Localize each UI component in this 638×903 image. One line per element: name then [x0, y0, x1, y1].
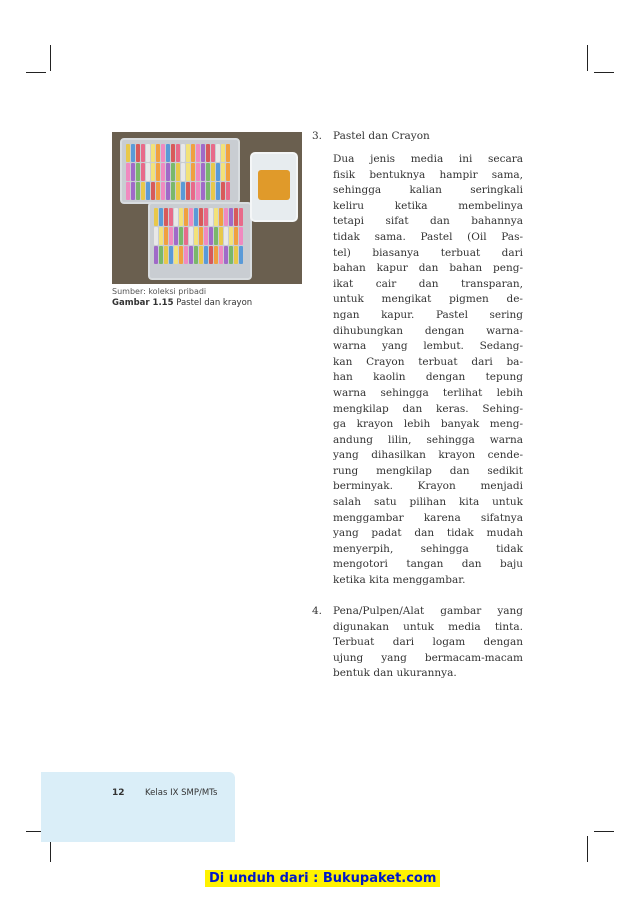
- crayon-stick: [211, 182, 215, 200]
- crayon-stick: [159, 208, 163, 226]
- crayon-stick: [226, 182, 230, 200]
- crayon-stick: [131, 144, 135, 162]
- crayon-stick: [196, 144, 200, 162]
- page-number: 12: [112, 788, 125, 798]
- crayon-stick: [189, 208, 193, 226]
- crayon-tray-top: [120, 138, 240, 204]
- crayon-box: [250, 152, 298, 222]
- text-line: andung lilin, sehingga warna: [333, 433, 523, 446]
- crop-mark: [587, 836, 588, 862]
- crayon-stick: [171, 163, 175, 181]
- text-line: berminyak. Krayon menjadi: [333, 480, 523, 493]
- crayon-stick: [184, 246, 188, 264]
- crayon-stick: [229, 246, 233, 264]
- crayon-stick: [164, 227, 168, 245]
- text-line: menyerpih, sehingga tidak: [333, 542, 523, 555]
- crayon-stick: [176, 182, 180, 200]
- crayon-stick: [229, 208, 233, 226]
- text-line: tidak sama. Pastel (Oil Pas-: [333, 230, 523, 243]
- crayon-stick: [156, 144, 160, 162]
- text-line: tel) biasanya terbuat dari: [333, 246, 523, 259]
- crayon-stick: [206, 163, 210, 181]
- text-line: mengotori tangan dan baju: [333, 558, 523, 571]
- crayon-stick: [199, 227, 203, 245]
- text-line: bahan kapur dan bahan peng-: [333, 262, 523, 275]
- crayon-stick: [211, 163, 215, 181]
- crayon-stick: [234, 227, 238, 245]
- crayon-stick: [146, 144, 150, 162]
- crayon-stick: [181, 163, 185, 181]
- text-line: Terbuat dari logam dengan: [333, 636, 523, 649]
- footer-band: [41, 772, 235, 842]
- crayon-stick: [174, 246, 178, 264]
- crop-mark: [50, 45, 51, 71]
- crayon-stick: [221, 182, 225, 200]
- crayon-stick: [199, 246, 203, 264]
- text-line: ketika kita menggambar.: [333, 574, 466, 587]
- crop-mark: [594, 72, 614, 73]
- crayon-stick: [131, 182, 135, 200]
- item-body: [333, 152, 523, 589]
- crayon-stick: [221, 144, 225, 162]
- crayon-stick: [141, 144, 145, 162]
- text-line: ga krayon lebih banyak meng-: [333, 418, 523, 431]
- crayon-stick: [169, 246, 173, 264]
- text-line: ujung yang bermacam-macam: [333, 651, 523, 664]
- crayon-stick: [171, 144, 175, 162]
- crayon-stick: [191, 163, 195, 181]
- crayon-stick: [194, 246, 198, 264]
- crayon-stick: [169, 227, 173, 245]
- text-line: digunakan untuk media tinta.: [333, 620, 523, 633]
- crayon-stick: [179, 227, 183, 245]
- crayon-stick: [191, 144, 195, 162]
- crayon-stick: [224, 208, 228, 226]
- item-number: 3.: [312, 130, 323, 142]
- text-line: ikat cair dan transparan,: [333, 277, 523, 290]
- crayon-stick: [204, 246, 208, 264]
- crayon-stick: [126, 163, 130, 181]
- crayon-stick: [184, 208, 188, 226]
- crayon-stick: [221, 163, 225, 181]
- crayon-stick: [186, 163, 190, 181]
- text-line: yang padat dan tidak mudah: [333, 527, 523, 540]
- crayon-stick: [126, 182, 130, 200]
- crayon-stick: [224, 227, 228, 245]
- crayon-stick: [136, 144, 140, 162]
- text-line: sehingga kalian seringkali: [333, 184, 523, 197]
- text-line: fisik bentuknya hampir sama,: [333, 168, 523, 181]
- crayon-stick: [194, 208, 198, 226]
- crayon-stick: [146, 163, 150, 181]
- crayon-stick: [164, 246, 168, 264]
- book-title: Kelas IX SMP/MTs: [145, 788, 218, 798]
- crayon-stick: [199, 208, 203, 226]
- text-line: menggambar karena sifatnya: [333, 511, 523, 524]
- crayon-stick: [161, 144, 165, 162]
- crayon-stick: [194, 227, 198, 245]
- crayon-stick: [191, 182, 195, 200]
- crayon-stick: [226, 163, 230, 181]
- crayon-stick: [189, 246, 193, 264]
- download-banner[interactable]: Di unduh dari : Bukupaket.com: [205, 870, 440, 887]
- text-line: ngan kapur. Pastel sering: [333, 308, 523, 321]
- crayon-stick: [126, 144, 130, 162]
- text-line: warna yang lembut. Sedang-: [333, 340, 523, 353]
- crayon-stick: [174, 227, 178, 245]
- crayon-stick: [211, 144, 215, 162]
- crayon-stick: [209, 227, 213, 245]
- crayon-stick: [209, 208, 213, 226]
- crop-mark: [587, 45, 588, 71]
- figure-caption: Gambar 1.15 Pastel dan krayon: [112, 298, 253, 308]
- crayon-stick: [219, 246, 223, 264]
- text-line: untuk mengikat pigmen de-: [333, 293, 523, 306]
- text-line: keliru ketika membelinya: [333, 199, 523, 212]
- text-line: salah satu pilihan kita untuk: [333, 496, 523, 509]
- crayon-stick: [159, 227, 163, 245]
- text-line: han kaolin dengan tepung: [333, 371, 523, 384]
- crayon-stick: [229, 227, 233, 245]
- text-line: kan Crayon terbuat dari ba-: [333, 355, 523, 368]
- crayon-stick: [186, 144, 190, 162]
- crayon-stick: [189, 227, 193, 245]
- text-line: mengkilap dan keras. Sehing-: [333, 402, 523, 415]
- crayon-stick: [234, 208, 238, 226]
- crayon-stick: [201, 144, 205, 162]
- crayon-stick: [181, 144, 185, 162]
- text-line: tetapi sifat dan bahannya: [333, 215, 523, 228]
- crayon-stick: [166, 182, 170, 200]
- crayon-stick: [209, 246, 213, 264]
- text-line: bentuk dan ukurannya.: [333, 667, 457, 680]
- crayon-stick: [214, 227, 218, 245]
- crayon-stick: [141, 163, 145, 181]
- crayon-stick: [174, 208, 178, 226]
- crayon-stick: [206, 144, 210, 162]
- crayon-stick: [214, 208, 218, 226]
- crayon-stick: [166, 144, 170, 162]
- crayon-stick: [216, 144, 220, 162]
- text-line: Dua jenis media ini secara: [333, 153, 523, 165]
- crayon-stick: [196, 182, 200, 200]
- crayon-stick: [201, 182, 205, 200]
- crayon-stick: [169, 208, 173, 226]
- crayon-tray-bottom: [148, 202, 252, 280]
- text-line: yang dihasilkan krayon cende-: [333, 449, 523, 462]
- item-body: [333, 604, 523, 682]
- pastel-crayon-photo: [112, 132, 302, 284]
- crayon-stick: [196, 163, 200, 181]
- crayon-stick: [151, 182, 155, 200]
- crayon-stick: [239, 208, 243, 226]
- crayon-stick: [216, 182, 220, 200]
- crayon-stick: [164, 208, 168, 226]
- crayon-stick: [166, 163, 170, 181]
- crayon-stick: [161, 163, 165, 181]
- crayon-stick: [224, 246, 228, 264]
- crayon-stick: [131, 163, 135, 181]
- crayon-stick: [206, 182, 210, 200]
- item-number: 4.: [312, 605, 323, 617]
- crayon-stick: [239, 227, 243, 245]
- item-title: Pastel dan Crayon: [333, 130, 430, 142]
- crayon-stick: [181, 182, 185, 200]
- crop-mark: [26, 72, 46, 73]
- crayon-stick: [159, 246, 163, 264]
- crayon-stick: [154, 208, 158, 226]
- crayon-stick: [201, 163, 205, 181]
- crayon-stick: [176, 163, 180, 181]
- figure-source: Sumber: koleksi pribadi: [112, 287, 207, 296]
- crayon-stick: [151, 144, 155, 162]
- crayon-stick: [214, 246, 218, 264]
- crayon-stick: [219, 227, 223, 245]
- crayon-stick: [204, 208, 208, 226]
- crayon-stick: [141, 182, 145, 200]
- crop-mark: [594, 831, 614, 832]
- crayon-stick: [171, 182, 175, 200]
- crayon-stick: [184, 227, 188, 245]
- crayon-stick: [136, 163, 140, 181]
- crayon-stick: [161, 182, 165, 200]
- crayon-stick: [234, 246, 238, 264]
- crayon-stick: [154, 227, 158, 245]
- item-title: Pena/Pulpen/Alat gambar yang: [333, 605, 523, 617]
- crayon-stick: [176, 144, 180, 162]
- text-line: dihubungkan dengan warna-: [333, 324, 523, 337]
- crayon-stick: [156, 163, 160, 181]
- crayon-stick: [154, 246, 158, 264]
- crayon-stick: [204, 227, 208, 245]
- crayon-stick: [219, 208, 223, 226]
- crayon-stick: [186, 182, 190, 200]
- crayon-stick: [216, 163, 220, 181]
- crayon-stick: [146, 182, 150, 200]
- crayon-stick: [151, 163, 155, 181]
- text-line: warna sehingga terlihat lebih: [333, 386, 523, 399]
- crayon-stick: [156, 182, 160, 200]
- crayon-stick: [136, 182, 140, 200]
- text-line: rung mengkilap dan sedikit: [333, 464, 523, 477]
- crayon-stick: [179, 208, 183, 226]
- crayon-stick: [179, 246, 183, 264]
- crayon-stick: [226, 144, 230, 162]
- crayon-stick: [239, 246, 243, 264]
